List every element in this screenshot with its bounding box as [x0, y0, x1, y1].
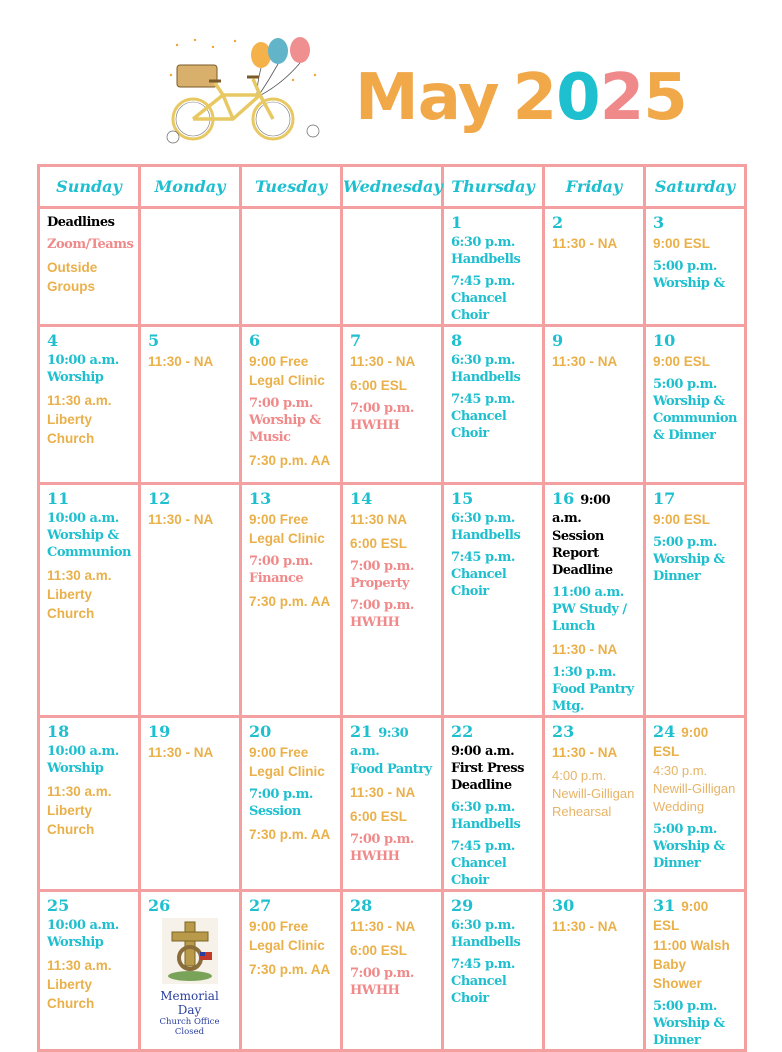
- day-number: 27: [249, 896, 272, 915]
- event-entry: 9:00 Free Legal Clinic: [249, 512, 325, 546]
- day-number: 15: [451, 489, 474, 508]
- event-entry: 9:00 Free Legal Clinic: [249, 745, 325, 779]
- day-heading: [653, 489, 736, 509]
- day-number: 4: [47, 331, 59, 350]
- day-number: 16: [552, 489, 575, 508]
- event-entry: Food Pantry: [350, 762, 432, 777]
- day-number: 19: [148, 722, 171, 741]
- calendar-grid: [37, 164, 747, 1052]
- event-entry: 11:30 a.m. Liberty Church: [47, 568, 112, 621]
- event-entry: 6:00 ESL: [350, 943, 408, 958]
- event-entry: 5:00 p.m. Worship & Dinner: [653, 822, 725, 871]
- day-cell[interactable]: [241, 484, 342, 717]
- event-entry: 7:45 p.m. Chancel Choir: [451, 957, 515, 1006]
- event-entry: Outside Groups: [47, 260, 98, 294]
- event-entry: 9:00 Free Legal Clinic: [249, 919, 325, 953]
- day-heading: [350, 722, 433, 760]
- weekday-header: Friday: [544, 166, 645, 208]
- week-row: [39, 208, 746, 326]
- day-heading: [148, 331, 231, 351]
- event-entry: 5:00 p.m. Worship & Dinner: [653, 535, 725, 584]
- day-cell[interactable]: [241, 326, 342, 484]
- day-cell[interactable]: [39, 717, 140, 891]
- event-entry: 11:30 - NA: [552, 919, 618, 934]
- day-number: 2: [552, 213, 564, 232]
- event-entry: 6:30 p.m. Handbells: [451, 353, 521, 385]
- day-cell[interactable]: [645, 208, 746, 326]
- event-entry: 7:45 p.m. Chancel Choir: [451, 550, 515, 599]
- day-cell[interactable]: [544, 326, 645, 484]
- event-entry: 11:30 - NA: [552, 354, 618, 369]
- event-entry: 5:00 p.m. Worship & Communion & Dinner: [653, 377, 737, 443]
- day-number: 28: [350, 896, 373, 915]
- event-entry: 7:00 p.m. Session: [249, 787, 313, 819]
- day-cell[interactable]: [140, 208, 241, 326]
- day-number: 23: [552, 722, 575, 741]
- day-cell[interactable]: [241, 891, 342, 1051]
- day-heading: [47, 489, 130, 509]
- memorial-day-graphic: [148, 918, 231, 1037]
- day-number: 9: [552, 331, 564, 350]
- event-entry: Deadlines: [47, 215, 115, 230]
- day-heading: [47, 722, 130, 742]
- event-entry: 9:00 ESL: [653, 725, 709, 759]
- day-heading: [552, 489, 635, 527]
- event-entry: 7:00 p.m. Finance: [249, 554, 313, 586]
- day-number: 25: [47, 896, 70, 915]
- event-entry: 9:00 a.m. First Press Deadline: [451, 744, 524, 793]
- title-year-digit: 2: [599, 61, 644, 135]
- event-entry: 10:00 a.m. Worship: [47, 918, 119, 950]
- day-number: 1: [451, 213, 463, 232]
- event-entry: 7:00 p.m. HWHH: [350, 966, 414, 998]
- week-row: [39, 326, 746, 484]
- day-number: 11: [47, 489, 70, 508]
- event-entry: 11:30 - NA: [350, 785, 416, 800]
- event-entry: 10:00 a.m. Worship: [47, 744, 119, 776]
- day-cell[interactable]: [39, 208, 140, 326]
- event-entry: Zoom/Teams: [47, 237, 134, 252]
- day-heading: [148, 722, 231, 742]
- day-cell[interactable]: [342, 717, 443, 891]
- event-entry: 11:30 a.m. Liberty Church: [47, 784, 112, 837]
- day-cell[interactable]: [544, 484, 645, 717]
- day-number: 31: [653, 896, 676, 915]
- event-entry: 6:30 p.m. Handbells: [451, 235, 521, 267]
- week-row: [39, 717, 746, 891]
- weekday-header-row: [39, 166, 746, 208]
- event-entry: 6:30 p.m. Handbells: [451, 800, 521, 832]
- day-heading: [350, 331, 433, 351]
- day-number: 7: [350, 331, 362, 350]
- cross-wreath-icon: [162, 918, 218, 984]
- day-cell[interactable]: [544, 891, 645, 1051]
- day-cell[interactable]: [342, 891, 443, 1051]
- event-entry: 7:45 p.m. Chancel Choir: [451, 839, 515, 888]
- event-entry: 4:30 p.m. Newill-Gilligan Wedding: [653, 763, 736, 814]
- day-heading: [451, 213, 534, 233]
- title-year-digit: 5: [643, 61, 687, 135]
- event-entry: 7:30 p.m. AA: [249, 453, 331, 468]
- day-heading: [451, 896, 534, 916]
- event-entry: 9:00 Free Legal Clinic: [249, 354, 325, 388]
- event-entry: 11:30 - NA: [552, 236, 618, 251]
- weekday-header: Sunday: [39, 166, 140, 208]
- calendar-title: [355, 58, 687, 138]
- event-entry: 10:00 a.m. Worship: [47, 353, 119, 385]
- day-number: 13: [249, 489, 272, 508]
- event-entry: 11:30 - NA: [148, 745, 214, 760]
- day-number: 12: [148, 489, 171, 508]
- day-number: 26: [148, 896, 171, 915]
- event-entry: 7:00 p.m. HWHH: [350, 832, 414, 864]
- day-heading: [249, 331, 332, 351]
- day-heading: [148, 896, 231, 916]
- day-number: 10: [653, 331, 676, 350]
- week-row: [39, 484, 746, 717]
- week-row: [39, 891, 746, 1051]
- day-heading: [653, 722, 736, 761]
- event-entry: 11:00 Walsh Baby Shower: [653, 938, 730, 991]
- event-entry: 11:30 - NA: [350, 919, 416, 934]
- memorial-day-note: Church Office Closed: [159, 1017, 220, 1037]
- day-number: 14: [350, 489, 373, 508]
- day-cell[interactable]: [544, 208, 645, 326]
- day-cell[interactable]: [645, 326, 746, 484]
- day-number: 24: [653, 722, 676, 741]
- event-entry: 11:30 - NA: [148, 354, 214, 369]
- weekday-header: Saturday: [645, 166, 746, 208]
- day-number: 3: [653, 213, 665, 232]
- day-number: 17: [653, 489, 676, 508]
- day-cell[interactable]: [645, 891, 746, 1051]
- day-cell[interactable]: [140, 717, 241, 891]
- day-heading: [552, 896, 635, 916]
- title-year-digit: 2: [512, 61, 557, 135]
- event-entry: 6:00 ESL: [350, 378, 408, 393]
- event-entry: 7:45 p.m. Chancel Choir: [451, 392, 515, 441]
- event-entry: 7:30 p.m. AA: [249, 594, 331, 609]
- day-heading: [249, 722, 332, 742]
- day-number: 20: [249, 722, 272, 741]
- day-number: 5: [148, 331, 160, 350]
- day-cell[interactable]: [140, 326, 241, 484]
- day-heading: [552, 331, 635, 351]
- day-heading: [148, 489, 231, 509]
- title-month: May: [355, 61, 499, 135]
- day-cell[interactable]: [443, 891, 544, 1051]
- day-number: 8: [451, 331, 463, 350]
- day-heading: [653, 331, 736, 351]
- day-number: 21: [350, 722, 373, 741]
- day-heading: [249, 896, 332, 916]
- event-entry: 7:00 p.m. HWHH: [350, 598, 414, 630]
- day-heading: [653, 213, 736, 233]
- weekday-header: Monday: [140, 166, 241, 208]
- day-cell[interactable]: [140, 891, 241, 1051]
- event-entry: 10:00 a.m. Worship & Communion: [47, 511, 131, 560]
- day-cell[interactable]: [39, 326, 140, 484]
- weekday-header: Thursday: [443, 166, 544, 208]
- day-heading: [451, 331, 534, 351]
- day-heading: [47, 896, 130, 916]
- weekday-header: Tuesday: [241, 166, 342, 208]
- event-entry: 5:00 p.m. Worship & Dinner: [653, 999, 725, 1048]
- event-entry: 11:30 - NA: [552, 642, 618, 657]
- event-entry: 4:00 p.m. Newill-Gilligan Rehearsal: [552, 768, 635, 819]
- day-cell[interactable]: [342, 326, 443, 484]
- day-number: 29: [451, 896, 474, 915]
- day-number: 18: [47, 722, 70, 741]
- day-cell[interactable]: [645, 484, 746, 717]
- day-heading: [350, 896, 433, 916]
- event-entry: 1:30 p.m. Food Pantry Mtg.: [552, 665, 634, 714]
- event-entry: 6:00 ESL: [350, 536, 408, 551]
- event-entry: 11:30 - NA: [552, 745, 618, 760]
- event-entry: 7:00 p.m. HWHH: [350, 401, 414, 433]
- day-cell[interactable]: [241, 208, 342, 326]
- event-entry: 7:45 p.m. Chancel Choir: [451, 274, 515, 323]
- day-cell[interactable]: [443, 717, 544, 891]
- event-entry: 7:00 p.m. Worship & Music: [249, 396, 321, 445]
- day-cell[interactable]: [140, 484, 241, 717]
- day-cell[interactable]: [342, 484, 443, 717]
- day-cell[interactable]: [544, 717, 645, 891]
- day-cell[interactable]: [342, 208, 443, 326]
- event-entry: 6:30 p.m. Handbells: [451, 918, 521, 950]
- event-entry: 5:00 p.m. Worship &: [653, 259, 725, 291]
- day-cell[interactable]: [39, 891, 140, 1051]
- event-entry: 9:30 a.m.: [350, 726, 409, 759]
- day-cell[interactable]: [645, 717, 746, 891]
- day-heading: [653, 896, 736, 935]
- event-entry: 9:00 a.m.: [552, 493, 611, 526]
- event-entry: 11:30 a.m. Liberty Church: [47, 958, 112, 1011]
- day-number: 22: [451, 722, 474, 741]
- event-entry: 11:30 a.m. Liberty Church: [47, 393, 112, 446]
- event-entry: 7:30 p.m. AA: [249, 827, 331, 842]
- day-heading: [552, 213, 635, 233]
- event-entry: 11:30 - NA: [350, 354, 416, 369]
- event-entry: Session Report Deadline: [552, 529, 613, 578]
- calendar-header: [0, 0, 782, 160]
- day-cell[interactable]: [443, 208, 544, 326]
- event-entry: 6:00 ESL: [350, 809, 408, 824]
- event-entry: 11:30 NA: [350, 512, 408, 527]
- memorial-day-title: Memorial Day: [160, 989, 219, 1017]
- event-entry: 9:00 ESL: [653, 512, 711, 527]
- event-entry: 7:00 p.m. Property: [350, 559, 414, 591]
- weekday-header: Wednesday: [342, 166, 443, 208]
- event-entry: 9:00 ESL: [653, 899, 709, 933]
- event-entry: 11:30 - NA: [148, 512, 214, 527]
- title-year-digit: 0: [556, 61, 600, 135]
- day-cell[interactable]: [39, 484, 140, 717]
- day-heading: [249, 489, 332, 509]
- bicycle-balloons-illustration: [165, 35, 325, 150]
- day-heading: [552, 722, 635, 742]
- day-heading: [47, 331, 130, 351]
- event-entry: 11:00 a.m. PW Study / Lunch: [552, 585, 627, 634]
- event-entry: 6:30 p.m. Handbells: [451, 511, 521, 543]
- day-number: 30: [552, 896, 575, 915]
- day-heading: [451, 722, 534, 742]
- event-entry: 9:00 ESL: [653, 236, 711, 251]
- day-number: 6: [249, 331, 261, 350]
- day-cell[interactable]: [443, 326, 544, 484]
- day-cell[interactable]: [443, 484, 544, 717]
- event-entry: 9:00 ESL: [653, 354, 711, 369]
- day-heading: [350, 489, 433, 509]
- event-entry: 7:30 p.m. AA: [249, 962, 331, 977]
- day-heading: [451, 489, 534, 509]
- day-cell[interactable]: [241, 717, 342, 891]
